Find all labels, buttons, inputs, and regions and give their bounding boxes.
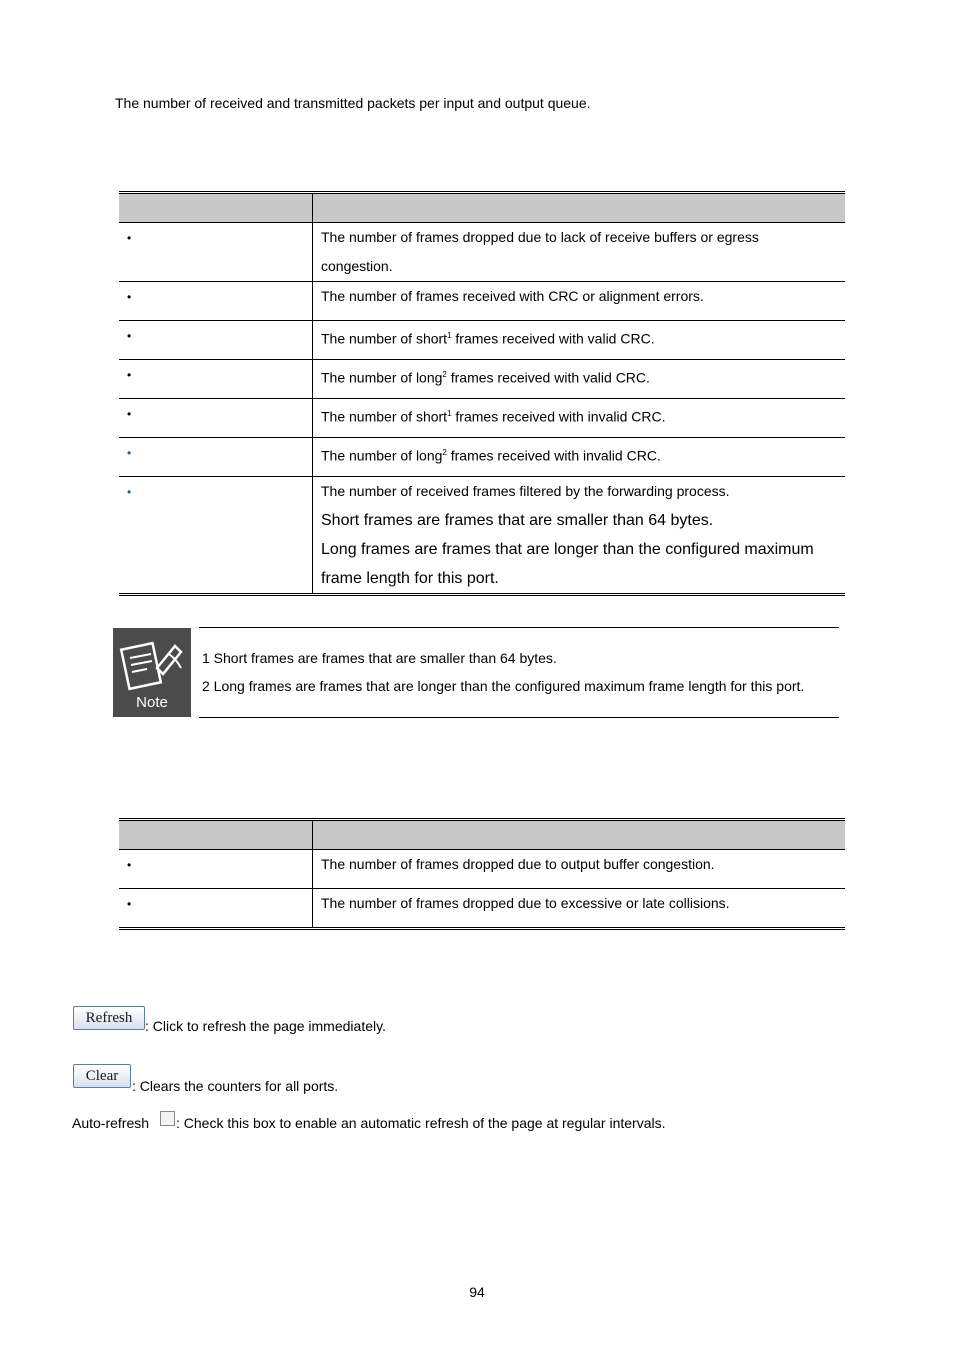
transmit-error-table <box>119 818 845 930</box>
footnote-marker: 2 <box>442 370 447 379</box>
description-header <box>313 193 846 223</box>
auto-refresh-label: Auto-refresh <box>72 1115 150 1131</box>
row-description-tail: frames received with valid CRC. <box>451 330 655 347</box>
table-row <box>119 399 845 438</box>
auto-refresh-checkbox[interactable] <box>160 1111 175 1126</box>
refresh-button[interactable]: Refresh <box>73 1006 145 1030</box>
receive-error-table <box>119 191 845 596</box>
row-description: The number of long <box>321 447 443 464</box>
row-description-tail: frames received with invalid CRC. <box>446 447 661 464</box>
table-header-row <box>119 820 845 850</box>
row-description: The number of short <box>321 330 448 347</box>
row-description: The number of short <box>321 408 448 425</box>
footnote-marker: 1 <box>447 409 452 418</box>
note-box <box>199 627 839 718</box>
row-description: The number of frames received with CRC or alignment errors. <box>321 288 704 304</box>
footnote-marker: 2 <box>442 448 447 457</box>
table-row <box>119 321 845 360</box>
footnote-marker: 1 <box>447 331 452 340</box>
row-description-line: Short frames are frames that are smaller than 64 bytes. <box>321 512 714 529</box>
bullet: • <box>127 407 132 421</box>
object-header <box>119 193 313 223</box>
row-description: The number of frames dropped due to output buffer congestion. <box>321 856 715 872</box>
note-line: 2 Long frames are frames that are longer than the configured maximum frame length for this port. <box>202 678 805 694</box>
row-description-line: Long frames are frames that are longer than the configured maximum <box>321 541 814 558</box>
bullet: • <box>127 368 132 382</box>
row-description-line: The number of received frames filtered by the forwarding process. <box>321 483 730 499</box>
page-number: 94 <box>469 1284 485 1300</box>
bullet: • <box>127 329 132 343</box>
row-description-tail: frames received with invalid CRC. <box>451 408 666 425</box>
table-header-row <box>119 193 845 223</box>
table-row <box>119 477 845 595</box>
bullet: • <box>127 446 132 460</box>
table-row <box>119 223 845 282</box>
note-pen-icon <box>113 628 191 717</box>
auto-refresh-description: : Check this box to enable an automatic refresh of the page at regular intervals. <box>176 1115 666 1131</box>
clear-button[interactable]: Clear <box>73 1064 131 1088</box>
refresh-description: : Click to refresh the page immediately. <box>145 1018 386 1034</box>
bullet: • <box>127 290 132 304</box>
note-label: Note <box>136 694 168 711</box>
note-line: 1 Short frames are frames that are smaller than 64 bytes. <box>202 650 557 666</box>
row-description-line: frame length for this port. <box>321 570 499 587</box>
table-row <box>119 438 845 477</box>
row-description-line: The number of frames dropped due to lack of receive buffers or egress <box>321 229 759 245</box>
bullet: • <box>127 485 132 499</box>
table-row <box>119 889 845 929</box>
note-pen-graphic <box>113 628 191 698</box>
object-header <box>119 820 313 850</box>
bullet: • <box>127 897 132 911</box>
bullet: • <box>127 858 132 872</box>
table-row <box>119 360 845 399</box>
bullet: • <box>127 231 132 245</box>
table-row <box>119 850 845 889</box>
row-description-line: congestion. <box>321 258 393 274</box>
row-description-tail: frames received with valid CRC. <box>446 369 650 386</box>
row-description: The number of frames dropped due to excessive or late collisions. <box>321 895 730 911</box>
row-description: The number of long <box>321 369 443 386</box>
intro-text: The number of received and transmitted packets per input and output queue. <box>115 95 591 111</box>
description-header <box>313 820 846 850</box>
clear-description: : Clears the counters for all ports. <box>132 1078 339 1094</box>
table-row <box>119 282 845 321</box>
